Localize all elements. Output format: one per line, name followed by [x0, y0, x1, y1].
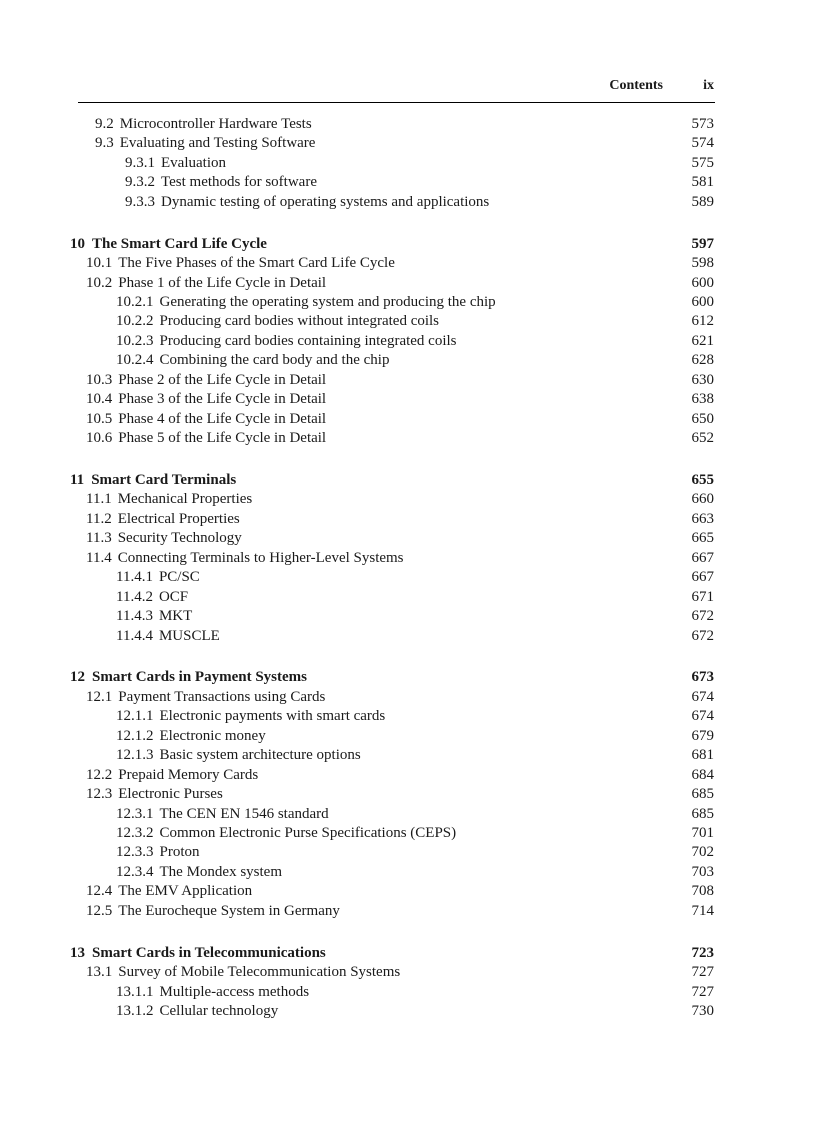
- toc-entry-page: 671: [691, 588, 714, 605]
- toc-entry-page: 581: [691, 174, 714, 191]
- toc-entry-page: 628: [691, 352, 714, 369]
- toc-entry-page: 589: [691, 193, 714, 210]
- toc-entry-page: 684: [691, 766, 714, 783]
- toc-entry-subsection[interactable]: [0, 173, 816, 192]
- toc-entry-section[interactable]: [0, 766, 816, 785]
- toc-entry-page: 638: [691, 391, 714, 408]
- toc-entry-number: 9.3.1: [125, 154, 155, 171]
- toc-entry-subsection[interactable]: [0, 154, 816, 173]
- section-spacer: [0, 646, 816, 669]
- toc-entry-number: 12.5: [86, 902, 113, 919]
- toc-entry-section[interactable]: [0, 688, 816, 707]
- toc-entry-section[interactable]: [0, 529, 816, 548]
- toc-entry-number: 10.2: [86, 274, 113, 291]
- toc-entry-section[interactable]: [0, 274, 816, 293]
- toc-entry-number: 10.6: [86, 430, 113, 447]
- toc-entry-chapter[interactable]: [0, 944, 816, 963]
- toc-entry-page: 665: [691, 530, 714, 547]
- toc-entry-number: 9.3: [95, 135, 114, 152]
- toc-entry-title: The Eurocheque System in Germany: [118, 902, 340, 919]
- toc-entry-subsection[interactable]: [0, 193, 816, 212]
- toc-entry-title: Smart Card Terminals: [91, 472, 237, 488]
- toc-entry-title: Electronic Purses: [118, 786, 223, 803]
- running-header-title: Contents: [609, 78, 663, 93]
- toc-entry-page: 630: [691, 371, 714, 388]
- toc-entry-number: 12.3.4: [116, 863, 154, 880]
- toc-entry-title: The EMV Application: [118, 883, 253, 900]
- toc-entry-number: 12.2: [86, 766, 113, 783]
- section-spacer: [0, 449, 816, 472]
- toc-entry-section[interactable]: [0, 115, 816, 134]
- toc-entry-subsection[interactable]: [0, 568, 816, 587]
- toc-entry-number: 13: [70, 944, 85, 961]
- toc-entry-title: The Smart Card Life Cycle: [92, 235, 267, 252]
- toc-entry-page: 703: [691, 863, 714, 880]
- toc-entry-number: 13.1: [86, 964, 113, 981]
- toc-entry-section[interactable]: [0, 371, 816, 390]
- toc-entry-number: 11.4.4: [116, 627, 153, 644]
- toc-entry-title: Electronic payments with smart cards: [159, 708, 386, 725]
- toc-entry-section[interactable]: [0, 490, 816, 509]
- toc-entry-number: 12.4: [86, 883, 113, 900]
- toc-entry-section[interactable]: [0, 390, 816, 409]
- toc-entry-number: 10.5: [86, 410, 113, 427]
- toc-entry-title: The Mondex system: [159, 863, 282, 880]
- toc-entry-number: 13.1.1: [116, 983, 154, 1000]
- toc-entry-title: Phase 1 of the Life Cycle in Detail: [118, 274, 327, 291]
- toc-entry-page: 660: [691, 491, 714, 508]
- toc-entry-title: Phase 5 of the Life Cycle in Detail: [118, 430, 327, 447]
- toc-entry-title: Smart Cards in Telecommunications: [92, 944, 326, 961]
- toc-entry-section[interactable]: [0, 429, 816, 448]
- toc-entry-title: Electrical Properties: [117, 510, 240, 527]
- toc-entry-number: 10.3: [86, 371, 113, 388]
- toc-entry-number: 9.3.3: [125, 193, 155, 210]
- toc-entry-page: 701: [691, 824, 714, 841]
- toc-entry-title: Combining the card body and the chip: [159, 352, 390, 369]
- toc-entry-title: Cellular technology: [159, 1002, 279, 1019]
- toc-entry-title: Evaluation: [161, 154, 226, 171]
- toc-entry-number: 10: [70, 235, 85, 252]
- toc-entry-title: MUSCLE: [158, 627, 220, 644]
- toc-entry-page: 685: [691, 786, 714, 803]
- toc-entry-section[interactable]: [0, 785, 816, 804]
- toc-entry-number: 11: [70, 472, 85, 488]
- toc-entry-subsection[interactable]: [0, 983, 816, 1002]
- toc-entry-number: 13.1.2: [116, 1002, 154, 1019]
- toc-entry-page: 685: [691, 805, 714, 822]
- toc-entry-subsection[interactable]: [0, 746, 816, 765]
- toc-entry-section[interactable]: [0, 254, 816, 273]
- toc-entry-subsection[interactable]: [0, 824, 816, 843]
- toc-entry-number: 11.2: [86, 510, 112, 527]
- toc-entry-title: Proton: [159, 844, 200, 861]
- toc-entry-number: 12.3: [86, 786, 113, 803]
- toc-entry-title: Evaluating and Testing Software: [119, 135, 316, 152]
- toc-entry-section[interactable]: [0, 963, 816, 982]
- toc-entry-page: 708: [691, 883, 714, 900]
- toc-entry-number: 12.3.3: [116, 844, 154, 861]
- toc-entry-title: PC/SC: [158, 569, 200, 586]
- toc-entry-number: 11.4.1: [116, 569, 153, 586]
- toc-entry-section[interactable]: [0, 902, 816, 921]
- toc-entry-number: 9.3.2: [125, 174, 155, 191]
- toc-entry-page: 679: [691, 727, 714, 744]
- toc-entry-title: Prepaid Memory Cards: [118, 766, 259, 783]
- toc-entry-chapter[interactable]: [0, 471, 816, 490]
- toc-entry-subsection[interactable]: [0, 627, 816, 646]
- toc-entry-number: 12.1.3: [116, 747, 154, 764]
- toc-entry-page: 674: [691, 708, 714, 725]
- toc-entry-page: 597: [691, 235, 714, 252]
- toc-entry-number: 12: [70, 669, 85, 686]
- toc-entry-page: 727: [691, 983, 714, 1000]
- toc-entry-page: 663: [691, 510, 714, 527]
- table-of-contents: [0, 115, 816, 1021]
- toc-entry-page: 667: [691, 569, 714, 586]
- toc-entry-page: 573: [691, 116, 714, 132]
- toc-entry-number: 12.1.2: [116, 727, 154, 744]
- toc-entry-subsection[interactable]: [0, 805, 816, 824]
- toc-entry-number: 11.3: [86, 530, 112, 547]
- toc-entry-page: 575: [691, 154, 714, 171]
- toc-entry-title: Producing card bodies containing integrated coils: [159, 332, 457, 349]
- toc-entry-section[interactable]: [0, 134, 816, 153]
- toc-entry-page: 730: [691, 1002, 714, 1019]
- toc-entry-chapter[interactable]: [0, 668, 816, 687]
- toc-entry-section[interactable]: [0, 549, 816, 568]
- toc-entry-section[interactable]: [0, 510, 816, 529]
- toc-entry-page: 600: [691, 274, 714, 291]
- toc-entry-page: 650: [691, 410, 714, 427]
- toc-entry-title: Dynamic testing of operating systems and applications: [161, 193, 490, 210]
- toc-entry-subsection[interactable]: [0, 607, 816, 626]
- toc-entry-subsection[interactable]: [0, 293, 816, 312]
- toc-entry-subsection[interactable]: [0, 351, 816, 370]
- toc-entry-page: 655: [691, 472, 714, 488]
- toc-entry-title: Common Electronic Purse Specifications (CEPS): [159, 824, 457, 841]
- toc-entry-title: Survey of Mobile Telecommunication Systems: [118, 964, 401, 981]
- toc-entry-page: 702: [691, 844, 714, 861]
- toc-entry-number: 10.2.2: [116, 313, 154, 330]
- toc-entry-title: Phase 4 of the Life Cycle in Detail: [118, 410, 327, 427]
- toc-entry-page: 674: [691, 688, 714, 705]
- toc-entry-number: 11.1: [86, 491, 112, 508]
- toc-entry-page: 681: [691, 747, 714, 764]
- toc-entry-page: 672: [691, 627, 714, 644]
- toc-entry-page: 673: [691, 669, 714, 686]
- toc-entry-number: 10.1: [86, 255, 113, 272]
- toc-entry-section[interactable]: [0, 410, 816, 429]
- toc-entry-title: Mechanical Properties: [117, 491, 253, 508]
- toc-entry-number: 11.4: [86, 549, 112, 566]
- toc-entry-number: 10.2.4: [116, 352, 154, 369]
- toc-entry-number: 12.1: [86, 688, 113, 705]
- toc-entry-subsection[interactable]: [0, 707, 816, 726]
- toc-entry-number: 10.2.1: [116, 294, 154, 310]
- toc-entry-subsection[interactable]: [0, 312, 816, 331]
- toc-entry-page: 652: [691, 430, 714, 447]
- toc-entry-page: 621: [691, 332, 714, 349]
- toc-entry-number: 11.4.2: [116, 588, 153, 605]
- page-number: ix: [703, 78, 714, 93]
- toc-entry-subsection[interactable]: [0, 588, 816, 607]
- toc-entry-page: 672: [691, 608, 714, 625]
- toc-entry-page: 727: [691, 964, 714, 981]
- toc-entry-subsection[interactable]: [0, 727, 816, 746]
- toc-entry-number: 10.2.3: [116, 332, 154, 349]
- toc-entry-subsection[interactable]: [0, 1002, 816, 1021]
- toc-entry-page: 667: [691, 549, 714, 566]
- toc-entry-title: Producing card bodies without integrated coils: [159, 313, 440, 330]
- toc-entry-title: The CEN EN 1546 standard: [159, 805, 329, 822]
- toc-entry-number: 11.4.3: [116, 608, 153, 625]
- toc-entry-page: 612: [691, 313, 714, 330]
- toc-entry-title: Phase 3 of the Life Cycle in Detail: [118, 391, 327, 408]
- toc-entry-page: 723: [691, 944, 714, 961]
- toc-entry-page: 598: [691, 255, 714, 272]
- toc-entry-title: Smart Cards in Payment Systems: [92, 669, 307, 686]
- toc-entry-number: 9.2: [95, 116, 114, 132]
- toc-entry-page: 600: [691, 294, 714, 310]
- toc-entry-title: Multiple-access methods: [159, 983, 310, 1000]
- toc-entry-chapter[interactable]: [0, 235, 816, 254]
- toc-entry-subsection[interactable]: [0, 863, 816, 882]
- toc-entry-number: 12.3.1: [116, 805, 154, 822]
- toc-entry-title: Security Technology: [117, 530, 242, 547]
- toc-entry-title: Basic system architecture options: [159, 747, 361, 764]
- toc-entry-title: Electronic money: [159, 727, 266, 744]
- toc-entry-subsection[interactable]: [0, 332, 816, 351]
- toc-entry-number: 10.4: [86, 391, 113, 408]
- toc-entry-number: 12.1.1: [116, 708, 154, 725]
- toc-entry-title: Payment Transactions using Cards: [118, 688, 326, 705]
- section-spacer: [0, 921, 816, 944]
- toc-entry-title: MKT: [158, 608, 193, 625]
- toc-entry-page: 574: [691, 135, 714, 152]
- toc-entry-title: Phase 2 of the Life Cycle in Detail: [118, 371, 327, 388]
- toc-entry-title: Test methods for software: [161, 174, 317, 191]
- toc-entry-title: OCF: [158, 588, 189, 605]
- toc-entry-number: 12.3.2: [116, 824, 154, 841]
- toc-entry-title: Generating the operating system and producing the chip: [159, 294, 496, 310]
- toc-entry-section[interactable]: [0, 882, 816, 901]
- toc-entry-title: Microcontroller Hardware Tests: [119, 116, 312, 132]
- toc-entry-subsection[interactable]: [0, 843, 816, 862]
- toc-entry-title: Connecting Terminals to Higher-Level Systems: [117, 549, 404, 566]
- toc-entry-title: The Five Phases of the Smart Card Life Cycle: [118, 255, 395, 272]
- section-spacer: [0, 212, 816, 235]
- toc-entry-page: 714: [691, 902, 714, 919]
- running-header: [78, 76, 715, 103]
